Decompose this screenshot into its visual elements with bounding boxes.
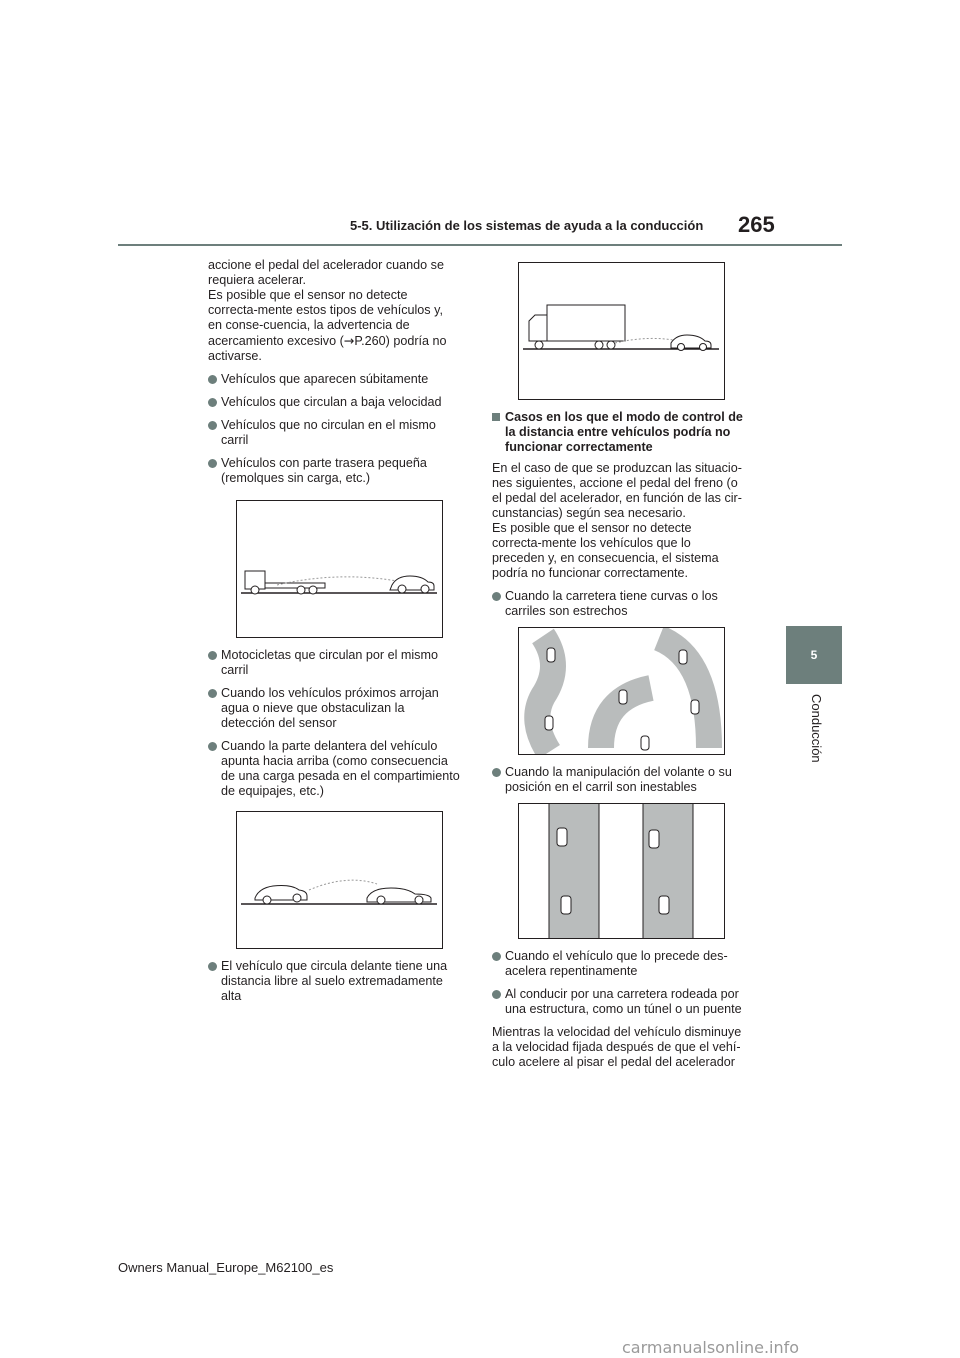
left-column — [208, 258, 460, 1012]
list-item: Vehículos que circulan a baja velocidad — [208, 395, 460, 410]
list-item: Vehículos que no circulan en el mismo carril — [208, 418, 460, 448]
heading-square-icon — [492, 413, 500, 421]
bullet-icon — [492, 952, 501, 961]
page-reference-link[interactable]: P.260) podría no activarse. — [208, 334, 447, 363]
list-item: Vehículos con parte trasera pequeña (remolques sin carga, etc.) — [208, 456, 460, 486]
list-item: Cuando la manipulación del volante o su posición en el carril son inestables — [492, 765, 744, 795]
bullet-icon — [208, 375, 217, 384]
page-number: 265 — [738, 212, 775, 237]
bullet-icon — [208, 459, 217, 468]
list-item: Motocicletas que circulan por el mismo carril — [208, 648, 460, 678]
truck-illustration — [518, 262, 725, 400]
reference-arrow-icon: → — [343, 333, 355, 348]
trailer-illustration — [236, 500, 443, 638]
right-column — [492, 258, 744, 1078]
bullet-icon — [208, 742, 217, 751]
nose-up-illustration — [236, 811, 443, 949]
list-item: Cuando la parte delantera del vehículo apunta hacia arriba (como consecuencia de una carga pesada en el compartimiento de equipajes, etc.) — [208, 739, 460, 799]
bullet-icon — [492, 768, 501, 777]
paragraph: accione el pedal del acelerador cuando se requiera acelerar. — [208, 258, 444, 287]
bullet-icon — [208, 421, 217, 430]
paragraph: Es posible que el sensor no detecte correcta-mente estos tipos de vehículos y, en conse-cuencia, la advertencia de acercamiento excesivo (→P.260) podría no activarse. — [208, 288, 447, 363]
bullet-icon — [208, 651, 217, 660]
paragraph: Es posible que el sensor no detecte correcta-mente los vehículos que lo preceden y, en consecuencia, el sistema podría no funcionar correctamente. — [492, 521, 719, 580]
footer-text: Owners Manual_Europe_M62100_es — [118, 1260, 334, 1275]
list-item: Cuando la carretera tiene curvas o los carriles son estrechos — [492, 589, 744, 619]
chapter-tab — [786, 626, 842, 684]
bullet-icon — [492, 990, 501, 999]
bullet-icon — [492, 592, 501, 601]
section-title: 5-5. Utilización de los sistemas de ayuda a la conducción — [350, 218, 704, 233]
paragraph: En el caso de que se produzcan las situacio-nes siguientes, accione el pedal del freno (o el pedal del acelerador, en función de las cir-cunstancias) según sea necesario. — [492, 461, 742, 520]
bullet-icon — [208, 962, 217, 971]
paragraph: Mientras la velocidad del vehículo disminuye a la velocidad fijada después de que el vehí-culo acelere al pisar el pedal del acelerador — [492, 1025, 742, 1069]
list-item: Vehículos que aparecen súbitamente — [208, 372, 460, 387]
curved-road-illustration — [518, 627, 725, 755]
chapter-number: 5 — [810, 648, 818, 662]
section-heading: Casos en los que el modo de control de la distancia entre vehículos podría no funcionar correctamente — [492, 410, 744, 455]
bullet-icon — [208, 398, 217, 407]
watermark: carmanualsonline.info — [622, 1338, 800, 1357]
lane-drift-illustration — [518, 803, 725, 939]
chapter-label: Conducción — [809, 694, 824, 763]
list-item: Al conducir por una carretera rodeada por una estructura, como un túnel o un puente — [492, 987, 744, 1017]
list-item: Cuando los vehículos próximos arrojan agua o nieve que obstaculizan la detección del sensor — [208, 686, 460, 731]
list-item: El vehículo que circula delante tiene una distancia libre al suelo extremadamente alta — [208, 959, 460, 1004]
list-item: Cuando el vehículo que lo precede des-acelera repentinamente — [492, 949, 744, 979]
header-divider — [118, 244, 842, 246]
bullet-icon — [208, 689, 217, 698]
